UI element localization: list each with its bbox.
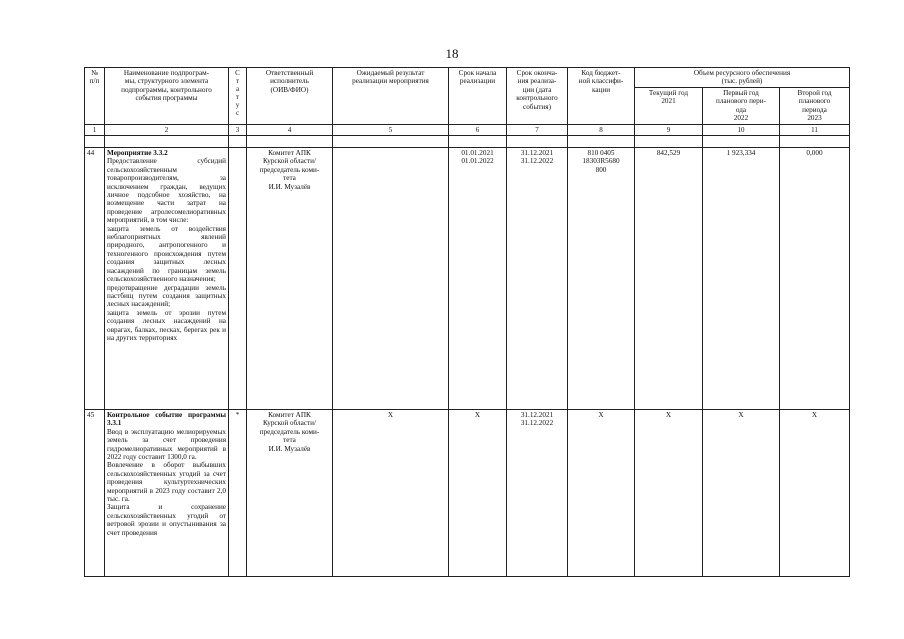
header-responsible: Ответственный исполнитель (ОИВ/ФИО) — [247, 68, 333, 125]
row-second-year: Х — [780, 410, 850, 577]
table-row — [85, 410, 850, 577]
row-current-year: Х — [635, 410, 703, 577]
column-number: 1 — [85, 125, 105, 136]
row-expected-result: Х — [333, 410, 449, 577]
table-row — [85, 148, 850, 410]
column-number: 7 — [507, 125, 568, 136]
header-end: Срок оконча- ния реализа- ции (дата контрольного события) — [507, 68, 568, 125]
column-number: 9 — [635, 125, 703, 136]
row-end-date: 31.12.2021 31.12.2022 — [507, 148, 568, 410]
header-name: Наименование подпрограм- мы, структурного элемента подпрограммы, контрольного события программы — [105, 68, 229, 125]
column-number: 8 — [568, 125, 635, 136]
row-current-year: 842,529 — [635, 148, 703, 410]
row-first-year: 1 923,334 — [703, 148, 780, 410]
column-number: 10 — [703, 125, 780, 136]
row-first-year: Х — [703, 410, 780, 577]
row-description — [105, 148, 229, 410]
column-number: 6 — [449, 125, 507, 136]
row-budget-code: 810 0405 18303R5680 800 — [568, 148, 635, 410]
header-no: № п/п — [85, 68, 105, 125]
row-description — [105, 410, 229, 577]
column-number: 4 — [247, 125, 333, 136]
row-second-year: 0,000 — [780, 148, 850, 410]
row-end-date: 31.12.2021 31.12.2022 — [507, 410, 568, 577]
header-first-year: Первый год планового пери- ода 2022 — [703, 87, 780, 124]
header-second-year: Второй год планового периода 2023 — [780, 87, 850, 124]
header-status: С т а т у с — [229, 68, 247, 125]
row-responsible: Комитет АПК Курской области/ председатель коми- тета И.И. Музалёв — [247, 148, 333, 410]
header-budget-code: Код бюджет- ной классифи- кации — [568, 68, 635, 125]
row-budget-code: Х — [568, 410, 635, 577]
row-number: 44 — [85, 148, 105, 410]
row-text: Предоставление субсидий сельскохозяйственным товаропроизводителям, за исключением граждан, ведущих личное подсобное хозяйство, на возмещение части затрат на проведение агролесомелиоративных мероприятий, в том числе: защита земель от воздействия неблагоприятных явлений природного, антропогенного и техногенного происхождения путем создания защитных лесных насаждений по границам земель сельскохозяйственного назначения; предотвращение деградации земель пастбищ путем создания защитных лесных насаждений; защита земель от эрозии путем создания лесных насаждений на оврагах, балках, песках, берегах рек и на других территориях — [107, 157, 226, 342]
column-number: 2 — [105, 125, 229, 136]
row-responsible: Комитет АПК Курской области/ председатель коми- тета И.И. Музалёв — [247, 410, 333, 577]
row-title: Контрольное событие программы 3.3.1 — [107, 411, 228, 428]
header-resources: Объем ресурсного обеспечения (тыс. рублей) — [635, 68, 850, 88]
column-number: 3 — [229, 125, 247, 136]
column-number: 11 — [780, 125, 850, 136]
row-text: Ввод в эксплуатацию мелиорируемых земель за счет проведения гидромелиоративных мероприятий в 2022 году составит 1300,0 га. Вовлечение в оборот выбывших сельскохозяйственных угодий за счет проведения культуртехнических мероприятий в 2023 году составит 2,0 тыс. га. Защита и сохранение сельскохозяйственных угодий от ветровой эрозии и опустынивания за счет проведения — [107, 427, 226, 537]
column-number: 5 — [333, 125, 449, 136]
row-start-date: 01.01.2021 01.01.2022 — [449, 148, 507, 410]
header-start: Срок начала реализации — [449, 68, 507, 125]
header-current-year: Текущий год 2021 — [635, 87, 703, 124]
row-status: * — [229, 410, 247, 577]
spacer-row — [85, 136, 850, 148]
row-number: 45 — [85, 410, 105, 577]
row-status — [229, 148, 247, 410]
resource-table — [84, 67, 850, 577]
page-number: 18 — [445, 46, 459, 61]
row-expected-result — [333, 148, 449, 410]
column-number-row — [85, 125, 850, 136]
row-start-date: Х — [449, 410, 507, 577]
header-expected-result: Ожидаемый результат реализации мероприятия — [333, 68, 449, 125]
header-row-top — [85, 68, 850, 88]
row-title: Мероприятие 3.3.2 — [107, 149, 168, 157]
